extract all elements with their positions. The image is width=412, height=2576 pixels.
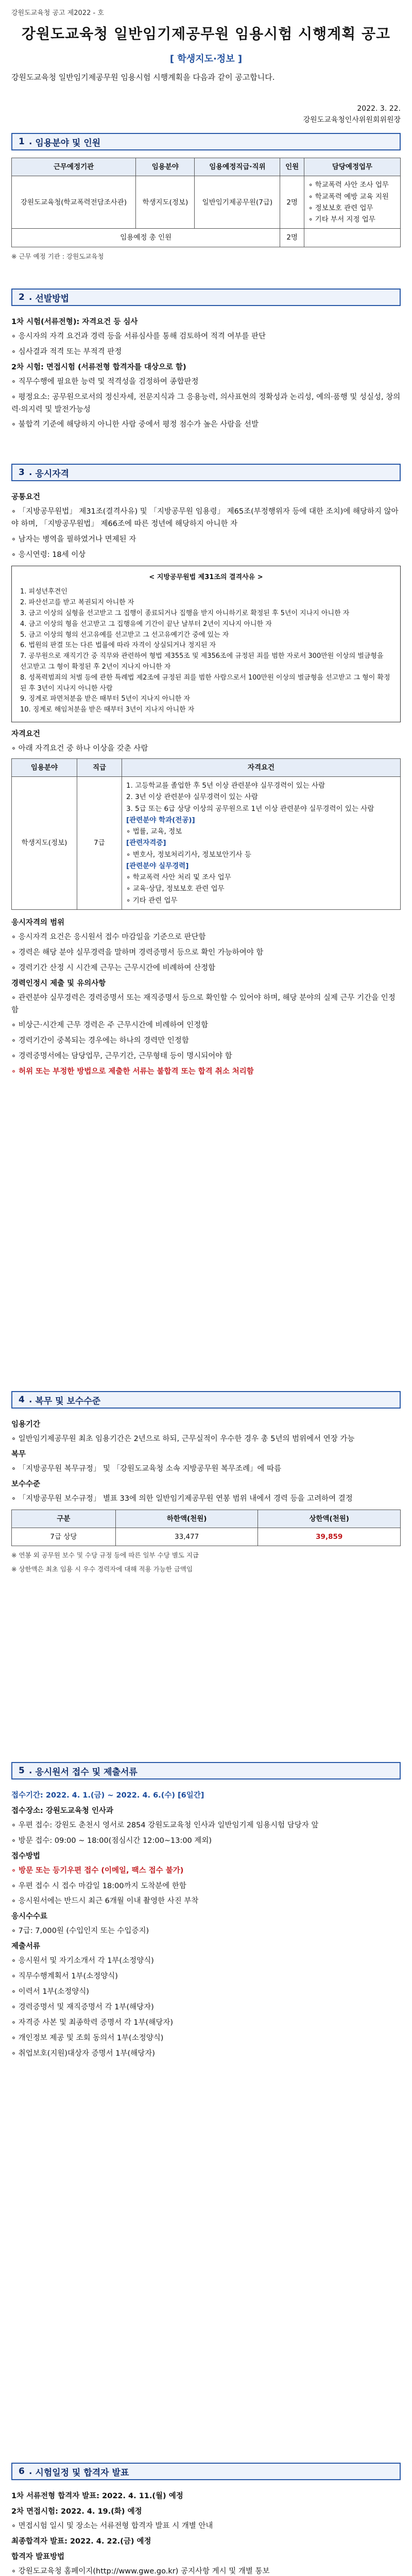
- qual-item: 3. 5급 또는 6급 상당 이상의 공무원으로 1년 이상 관련분야 실무경력이 있는 사람: [126, 804, 374, 813]
- section-5-title: 응시원서 접수 및 제출서류: [35, 1767, 138, 1777]
- sec5-line: ∘ 응시원서 및 자기소개서 각 1부(소정양식): [11, 1957, 154, 1965]
- sec3-sub3-title: 응시자격의 범위: [11, 919, 65, 927]
- col-header-field: 임용분야: [136, 158, 195, 176]
- sec3-line: ∘ 경력기간 산정 시 시간제 근무는 근무시간에 비례하여 산정함: [11, 963, 216, 972]
- qual-item: 2. 3년 이상 관련분야 실무경력이 있는 사람: [126, 793, 258, 802]
- sec2-line: ∘ 평정요소: 공무원으로서의 정신자세, 전문지식과 그 응용능력, 의사표현의 정확성과 논리성, 예의·품행 및 성실성, 창의력·의지력 및 발전가능성: [11, 393, 401, 414]
- section-4-title: 복무 및 보수수준: [35, 1396, 101, 1406]
- sec4-line: ∘ 일반임기제공무원 최초 임용기간은 2년으로 하되, 근무실적이 우수한 경우 총 5년의 범위에서 연장 가능: [11, 1434, 355, 1443]
- cell-grade: 7급: [77, 777, 122, 910]
- section-3-number: 3: [19, 467, 25, 478]
- disqualification-box: [11, 566, 401, 722]
- section-3-title: 응시자격: [35, 468, 70, 479]
- sec6-sub1-title: 1차 서류전형 합격자 발표: 2022. 4. 11.(월) 예정: [11, 2492, 183, 2500]
- qual-item: ∘ 학교폭력 사안 처리 및 조사 업무: [126, 873, 231, 882]
- document-number: 강원도교육청 공고 제2022 - 호: [11, 9, 104, 17]
- sec5-line: ∘ 취업보호(지원)대상자 증명서 1부(해당자): [11, 2049, 155, 2058]
- section-3-header: 3 . 응시자격: [11, 464, 401, 481]
- sec2-line: ∘ 직무수행에 필요한 능력 및 적격성을 검정하여 종합판정: [11, 377, 199, 386]
- duty-item: ∘ 기타 부서 지정 업무: [308, 215, 375, 224]
- sec5-line: ∘ 응시원서에는 반드시 최근 6개월 이내 촬영한 사진 부착: [11, 1897, 199, 1906]
- box-line: 10. 징계로 해임처분을 받은 때부터 3년이 지나지 아니한 자: [20, 706, 195, 714]
- sec5-line: ∘ 우편 접수: 강원도 춘천시 영서로 2854 강원도교육청 인사과 일반임기제 임용시험 담당자 앞: [11, 1821, 319, 1829]
- cell-duties: [304, 176, 400, 229]
- box-line: 3. 금고 이상의 실형을 선고받고 그 집행이 종료되거나 집행을 받지 아니하기로 확정된 후 5년이 지나지 아니한 자: [20, 609, 350, 617]
- sec3-line: ∘ 「지방공무원법」 제31조(결격사유) 및 「지방공무원 임용령」 제65조(부정행위자 등에 대한 조치)에 해당하지 않아야 하며, 「지방공무원법」 제66조에 따른 정년에 해당하지 아니한 자: [11, 507, 399, 528]
- issue-date: 2022. 3. 22.: [357, 105, 401, 113]
- table-row: [12, 176, 401, 229]
- cell-type: 7급 상당: [12, 1528, 116, 1546]
- sec3-line: ∘ 경력은 해당 분야 실무경력을 말하며 경력증명서 등으로 확인 가능하여야 함: [11, 948, 264, 957]
- section-6-body: [11, 2487, 401, 2576]
- sec5-line: ∘ 직무수행계획서 1부(소정양식): [11, 1972, 118, 1981]
- box-line: 6. 법원의 판결 또는 다른 법률에 따라 자격이 상실되거나 정지된 자: [20, 641, 216, 650]
- box-line: 8. 성폭력범죄의 처벌 등에 관한 특례법 제2조에 규정된 죄를 범한 사람으로서 100만원 이상의 벌금형을 선고받고 그 형이 확정된 후 3년이 지나지 아니한 사람: [20, 673, 390, 692]
- pay-note: ※ 연봉 외 공무원 보수 및 수당 규정 등에 따른 일부 수당 별도 지급: [11, 1551, 199, 1560]
- qual-item: ∘ 변호사, 정보처리기사, 정보보안기사 등: [126, 850, 251, 859]
- sec3-line: ∘ 허위 또는 부정한 방법으로 제출한 서류는 불합격 또는 합격 취소 처리함: [11, 1067, 254, 1076]
- sec3-line: ∘ 비상근·시간제 근무 경력은 주 근무시간에 비례하여 인정함: [11, 1021, 209, 1030]
- table-row-total: [12, 229, 401, 247]
- sec2-sub1-title: 1차 시험(서류전형): 자격요건 등 심사: [11, 318, 138, 326]
- cell-field: 학생지도(정보): [136, 176, 195, 229]
- col-header-min: 하한액(천원): [115, 1510, 258, 1528]
- col-header-grade: 임용예정직급·직위: [195, 158, 280, 176]
- sec5-line: ∘ 개인정보 제공 및 조회 동의서 1부(소정양식): [11, 2033, 164, 2042]
- sec4-sub2-title: 복무: [11, 1450, 26, 1459]
- section-1-note: ※ 근무 예정 기관 : 강원도교육청: [11, 252, 104, 260]
- sec3-line: ∘ 경력기간이 중복되는 경우에는 하나의 경력만 인정함: [11, 1037, 189, 1045]
- section-5-body: [11, 1787, 401, 2063]
- sec6-sub3-title: 최종합격자 발표: 2022. 4. 22.(금) 예정: [11, 2537, 151, 2546]
- section-2-body: [11, 313, 401, 434]
- box-title: < 지방공무원법 제31조의 결격사유 >: [149, 573, 263, 581]
- section-1-header: 1 . 임용분야 및 인원: [11, 133, 401, 150]
- sec5-line: ∘ 7급: 7,000원 (수입인지 또는 수입증지): [11, 1927, 149, 1936]
- box-line: 4. 금고 이상의 형을 선고받고 그 집행유예 기간이 끝난 날부터 2년이 지나지 아니한 자: [20, 620, 272, 628]
- section-5-header: 5 . 응시원서 접수 및 제출서류: [11, 1762, 401, 1780]
- box-line: 7. 공무원으로 재직기간 중 직무와 관련하여 형법 제355조 및 제356조에 규정된 죄를 범한 자로서 300만원 이상의 벌금형을 선고받고 그 형이 확정된 후 2년이 지나지 아니한 자: [20, 652, 384, 671]
- sec6-line: ∘ 강원도교육청 홈페이지(http://www.gwe.go.kr) 공지사항 게시 및 개별 통보: [11, 2567, 270, 2575]
- col-header-grade: 직급: [77, 758, 122, 776]
- sec3-line: ∘ 경력증명서에는 담당업무, 근무기간, 근무형태 등이 명시되어야 함: [11, 1052, 232, 1061]
- sec3-line: ∘ 응시연령: 18세 이상: [11, 550, 86, 559]
- issue-info: [11, 103, 401, 126]
- sec4-line: ∘ 「지방공무원 복무규정」 및 「강원도교육청 소속 지방공무원 복무조례」에 따름: [11, 1464, 282, 1473]
- cell-grade: 일반임기제공무원(7급): [195, 176, 280, 229]
- sec3-sub2-title: 자격요건: [11, 730, 41, 738]
- cell-field: 학생지도(정보): [12, 777, 77, 910]
- qual-item: [관련분야 학과(전공)]: [126, 816, 195, 824]
- table-row: [12, 1528, 401, 1546]
- qualification-table: [11, 758, 401, 910]
- sec4-line: ∘ 「지방공무원 보수규정」 별표 33에 의한 일반임기제공무원 연봉 범위 내에서 경력 등을 고려하여 결정: [11, 1494, 353, 1503]
- qual-item: ∘ 교육·상담, 정보보호 관련 업무: [126, 885, 225, 893]
- section-6-title: 시험일정 및 합격자 발표: [35, 2467, 129, 2478]
- sec6-line: ∘ 면접시험 일시 및 장소는 서류전형 합격자 발표 시 개별 안내: [11, 2521, 213, 2530]
- cell-min: 33,477: [115, 1528, 258, 1546]
- section-5-number: 5: [19, 1766, 25, 1776]
- duty-item: ∘ 정보보호 관련 업무: [308, 204, 373, 212]
- sec5-line: ∘ 이력서 1부(소정양식): [11, 1987, 89, 1996]
- section-1-title: 임용분야 및 인원: [35, 138, 101, 148]
- sec5-line: ∘ 경력증명서 및 재직증명서 각 1부(해당자): [11, 2003, 154, 2011]
- sec5-line: ∘ 자격증 사본 및 최종학력 증명서 각 1부(해당자): [11, 2018, 174, 2027]
- section-6-header: 6 . 시험일정 및 합격자 발표: [11, 2463, 401, 2480]
- box-line: 5. 금고 이상의 형의 선고유예를 선고받고 그 선고유예기간 중에 있는 자: [20, 631, 229, 639]
- sec2-line: ∘ 심사결과 적격 또는 부적격 판정: [11, 347, 122, 356]
- positions-table: [11, 158, 401, 247]
- total-value: 2명: [280, 229, 304, 247]
- page-title: 강원도교육청 일반임기제공무원 임용시험 시행계획 공고: [21, 25, 391, 42]
- sec3-line: ∘ 관련분야 실무경력은 경력증명서 또는 재직증명서 등으로 확인할 수 있어야 하며, 해당 분야의 실제 근무 기간을 인정함: [11, 993, 396, 1014]
- duty-item: ∘ 학교폭력 예방 교육 지원: [308, 192, 389, 201]
- sec5-sub4-title: 응시수수료: [11, 1912, 48, 1921]
- cell-count: 2명: [280, 176, 304, 229]
- sec5-sub5-title: 제출서류: [11, 1942, 41, 1951]
- sec2-line: ∘ 불합격 기준에 해당하지 아니한 사람 중에서 평정 점수가 높은 사람을 선발: [11, 420, 259, 429]
- sec6-sub4-title: 합격자 발표방법: [11, 2552, 65, 2561]
- qual-item: ∘ 법률, 교육, 정보: [126, 827, 182, 836]
- col-header-max: 상한액(천원): [258, 1510, 401, 1528]
- section-6-number: 6: [19, 2466, 25, 2477]
- sec4-sub1-title: 임용기간: [11, 1420, 41, 1429]
- col-header-org: 근무예정기관: [12, 158, 136, 176]
- sec5-line: ∘ 방문 또는 등기우편 접수 (이메일, 팩스 접수 불가): [11, 1866, 184, 1875]
- qual-item: 1. 고등학교를 졸업한 후 5년 이상 관련분야 실무경력이 있는 사람: [126, 782, 325, 790]
- pay-table: [11, 1510, 401, 1547]
- section-3-body: [11, 488, 401, 1081]
- box-line: 1. 피성년후견인: [20, 588, 67, 596]
- sec2-line: ∘ 응시자의 자격 요건과 경력 등을 서류심사를 통해 검토하여 적격 여부를 판단: [11, 332, 266, 341]
- sec6-sub2-title: 2차 면접시험: 2022. 4. 19.(화) 예정: [11, 2507, 142, 2516]
- sec3-line: ∘ 아래 자격요건 중 하나 이상을 갖춘 사람: [11, 744, 148, 753]
- pay-note: ※ 상한액은 최초 임용 시 우수 경력자에 대해 적용 가능한 금액임: [11, 1565, 193, 1573]
- section-1-number: 1: [19, 137, 25, 147]
- cell-org: 강원도교육청(학교폭력전담조사관): [12, 176, 136, 229]
- sec5-sub1-title: 접수기간: 2022. 4. 1.(금) ~ 2022. 4. 6.(수) [6일간]: [11, 1791, 204, 1800]
- intro-text: 강원도교육청 일반임기제공무원 임용시험 시행계획을 다음과 같이 공고합니다.: [11, 73, 275, 82]
- col-header-duties: 담당예정업무: [304, 158, 400, 176]
- qual-item: [관련자격증]: [126, 839, 166, 848]
- col-header-count: 인원: [280, 158, 304, 176]
- sec4-sub3-title: 보수수준: [11, 1480, 41, 1488]
- section-2-header: 2 . 선발방법: [11, 289, 401, 306]
- sec2-sub2-title: 2차 시험: 면접시험 (서류전형 합격자를 대상으로 함): [11, 363, 186, 371]
- table-row: [12, 777, 401, 910]
- sec5-sub2-title: 접수장소: 강원도교육청 인사과: [11, 1806, 113, 1815]
- section-4-body: [11, 1416, 401, 1578]
- section-4-number: 4: [19, 1395, 25, 1405]
- sec3-line: ∘ 응시자격 요건은 응시원서 접수 마감일을 기준으로 판단함: [11, 933, 206, 941]
- sec3-sub4-title: 경력인정시 제출 및 유의사항: [11, 979, 106, 988]
- col-header-field: 임용분야: [12, 758, 77, 776]
- issuer: 강원도교육청인사위원회위원장: [303, 116, 401, 125]
- col-header-type: 구분: [12, 1510, 116, 1528]
- box-line: 9. 징계로 파면처분을 받은 때부터 5년이 지나지 아니한 자: [20, 695, 191, 703]
- qual-item: [관련분야 실무경력]: [126, 861, 189, 870]
- box-line: 2. 파산선고를 받고 복권되지 아니한 자: [20, 599, 134, 607]
- section-1-body: [11, 158, 401, 265]
- cell-max: 39,859: [258, 1528, 401, 1546]
- section-4-header: 4 . 복무 및 보수수준: [11, 1391, 401, 1409]
- col-header-qual: 자격요건: [122, 758, 401, 776]
- cell-qual-items: [122, 777, 401, 910]
- total-label: 임용예정 총 인원: [12, 229, 280, 247]
- section-2-number: 2: [19, 292, 25, 302]
- sec5-line: ∘ 방문 접수: 09:00 ~ 18:00(점심시간 12:00~13:00 제외): [11, 1836, 212, 1845]
- page-subtitle: [ 학생지도·정보 ]: [169, 54, 243, 64]
- qual-item: ∘ 기타 관련 업무: [126, 896, 178, 905]
- sec5-line: ∘ 우편 접수 시 접수 마감일 18:00까지 도착분에 한함: [11, 1882, 186, 1890]
- sec5-sub3-title: 접수방법: [11, 1852, 41, 1860]
- sec3-sub1-title: 공통요건: [11, 493, 41, 501]
- section-2-title: 선발방법: [35, 293, 70, 304]
- duty-item: ∘ 학교폭력 사안 조사 업무: [308, 181, 389, 190]
- sec3-line: ∘ 남자는 병역을 필하였거나 면제된 자: [11, 535, 136, 544]
